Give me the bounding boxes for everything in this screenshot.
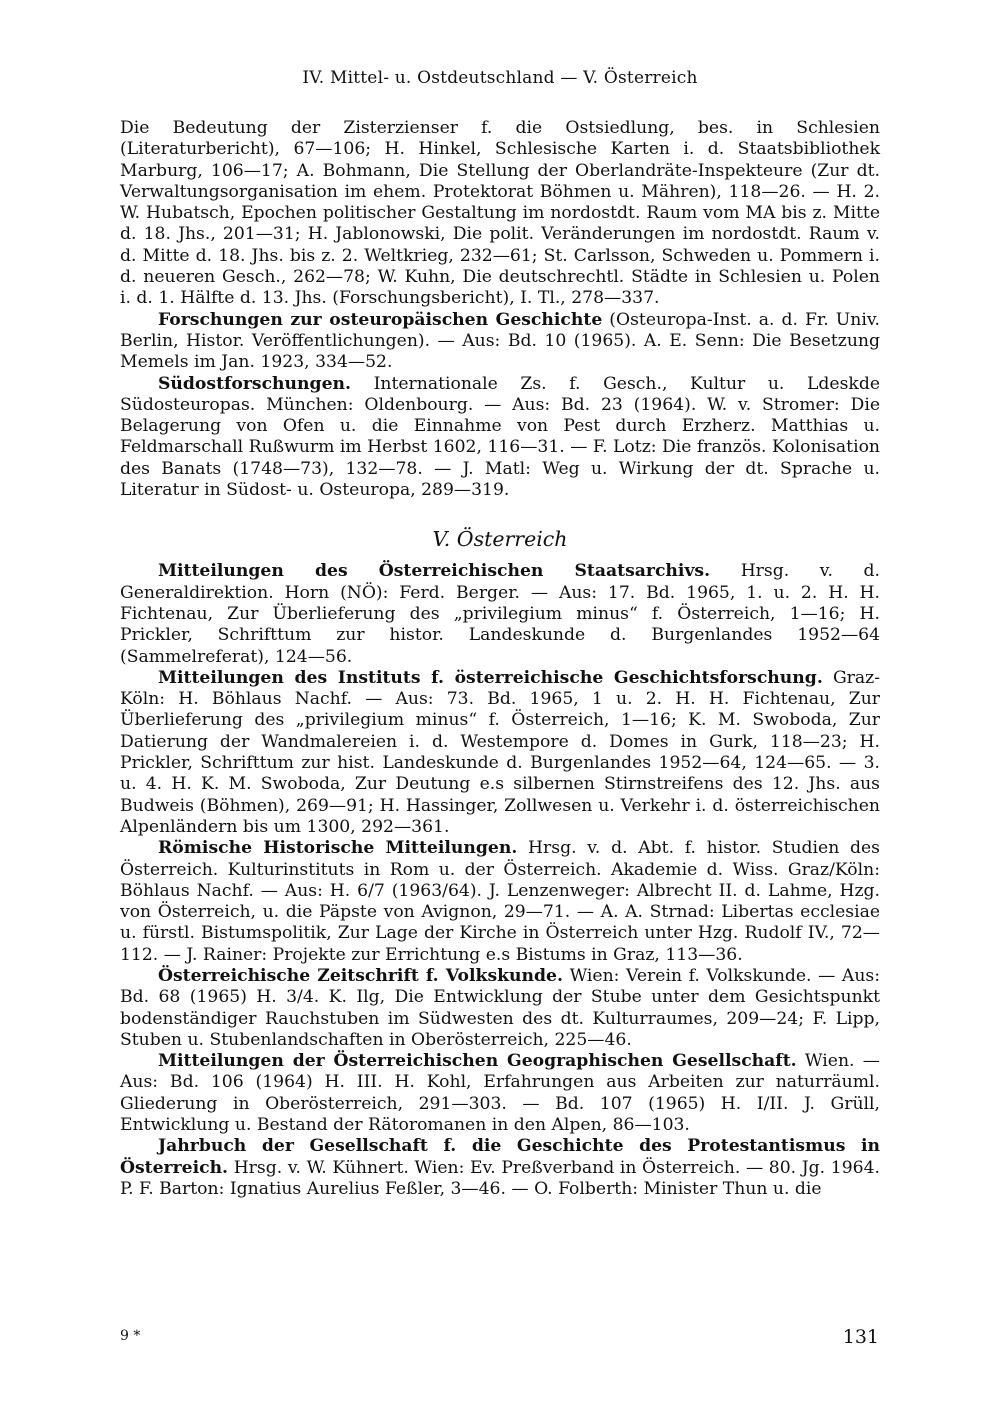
body-text	[120, 118, 880, 1200]
bibliography-entry	[120, 966, 880, 1051]
bibliography-entry	[120, 838, 880, 966]
journal-title: Österreichische Zeitschrift f. Volkskunde.	[158, 965, 563, 986]
entry-text: Hrsg. v. W. Kühnert. Wien: Ev. Preßverband in Österreich. — 80. Jg. 1964. P. F. Barton: Ignatius Aurelius Feßler, 3—46. — O. Folberth: Minister Thun u. die	[120, 1157, 880, 1199]
entry-text: Graz-Köln: H. Böhlaus Nachf. — Aus: 73. Bd. 1965, 1 u. 2. H. H. Fichtenau, Zur Überlieferung des „privilegium minus“ f. Österreich, 1—16; K. M. Swoboda, Zur Datierung der Wandmalereien i. d. Westempore d. Domes in Gurk, 118—23; H. Prickler, Schrifttum zur hist. Landeskunde d. Burgenlandes 1952—64, 124—65. — 3. u. 4. H. K. M. Swoboda, Zur Deutung e.s silbernen Stirnstreifens des 12. Jhs. aus Budweis (Böhmen), 269—91; H. Hassinger, Zollwesen u. Verkehr i. d. österreichischen Alpenländern bis um 1300, 292—361.	[120, 667, 880, 837]
journal-title: Römische Historische Mitteilungen.	[158, 838, 518, 859]
journal-title: Mitteilungen der Österreichischen Geographischen Gesellschaft.	[158, 1051, 797, 1072]
journal-title: Forschungen zur osteuropäischen Geschichte	[158, 309, 603, 330]
journal-title: Mitteilungen des Österreichischen Staatsarchivs.	[158, 561, 711, 582]
entry-text: Internationale Zs. f. Gesch., Kultur u. Ldeskde Südosteuropas. München: Oldenbourg. — Aus: Bd. 23 (1964). W. v. Stromer: Die Belagerung von Ofen u. die Einnahme von Pest durch Erzherz. Matthias u. Feldmarschall Rußwurm im Herbst 1602, 116—31. — F. Lotz: Die französ. Kolonisation des Banats (1748—73), 132—78. — J. Matl: Weg u. Wirkung der dt. Sprache u. Literatur in Südost- u. Osteuropa, 289—319.	[120, 373, 880, 501]
entry-text: Wien. — Aus: Bd. 106 (1964) H. III. H. Kohl, Erfahrungen aus Arbeiten zur naturräuml. Gliederung in Oberösterreich, 291—303. — Bd. 107 (1965) H. I/II. J. Grüll, Entwicklung u. Bestand der Rätoromanen in den Alpen, 86—103.	[120, 1051, 880, 1136]
entry-text: Wien: Verein f. Volkskunde. — Aus: Bd. 68 (1965) H. 3/4. K. Ilg, Die Entwicklung der Stube unter dem Gesichtspunkt bodenständiger Rauchstuben im Südwesten des dt. Kulturraumes, 209—24; F. Lipp, Stuben u. Stubenlandschaften in Oberösterreich, 225—46.	[120, 965, 880, 1050]
bibliography-entry	[120, 310, 880, 374]
running-head: IV. Mittel- u. Ostdeutschland — V. Österreich	[302, 68, 698, 88]
journal-title: Südostforschungen.	[158, 373, 351, 394]
signature-mark: 9 *	[120, 1328, 141, 1344]
journal-title: Jahrbuch der Gesellschaft f. die Geschichte des Protestantismus in Österreich.	[120, 1136, 880, 1178]
journal-title: Mitteilungen des Instituts f. österreichische Geschichtsforschung.	[158, 667, 823, 688]
bibliography-entry	[120, 374, 880, 502]
bibliography-entry	[120, 668, 880, 838]
bibliography-entry	[120, 561, 880, 667]
entry-text: Die Bedeutung der Zisterzienser f. die Ostsiedlung, bes. in Schlesien (Literaturbericht), 67—106; H. Hinkel, Schlesische Karten i. d. Staatsbibliothek Marburg, 106—17; A. Bohmann, Die Stellung der Oberlandräte-Inspekteure (Zur dt. Verwaltungsorganisation im ehem. Protektorat Böhmen u. Mähren), 118—26. — H. 2. W. Hubatsch, Epochen politischer Gestaltung im nordostdt. Raum vom MA bis z. Mitte d. 18. Jhs., 201—31; H. Jablonowski, Die polit. Veränderungen im nordostdt. Raum v. d. Mitte d. 18. Jhs. bis z. 2. Weltkrieg, 232—61; St. Carlsson, Schweden u. Pommern i. d. neueren Gesch., 262—78; W. Kuhn, Die deutschrechtl. Städte in Schlesien u. Polen i. d. 1. Hälfte d. 13. Jhs. (Forschungsbericht), I. Tl., 278—337.	[120, 118, 880, 309]
bibliography-entry	[120, 118, 880, 310]
entry-text: (Osteuropa-Inst. a. d. Fr. Univ. Berlin, Histor. Veröffentlichungen). — Aus: Bd. 10 (1965). A. E. Senn: Die Besetzung Memels im Jan. 1923, 334—52.	[120, 309, 880, 373]
bibliography-entry	[120, 1136, 880, 1200]
entry-text: Hrsg. v. d. Abt. f. histor. Studien des Österreich. Kulturinstituts in Rom u. der Österreich. Akademie d. Wiss. Graz/Köln: Böhlaus Nachf. — Aus: H. 6/7 (1963/64). J. Lenzenweger: Albrecht II. d. Lahme, Hzg. von Österreich, u. die Päpste von Avignon, 29—71. — A. A. Strnad: Libertas ecclesiae u. fürstl. Bistumspolitik, Zur Lage der Kirche in Österreich unter Hzg. Rudolf IV., 72—112. — J. Rainer: Projekte zur Errichtung e.s Bistums in Graz, 113—36.	[120, 838, 880, 965]
section-heading: V. Österreich	[432, 527, 568, 552]
entry-text: Hrsg. v. d. Generaldirektion. Horn (NÖ): Ferd. Berger. — Aus: 17. Bd. 1965, 1. u. 2. H. H. Fichtenau, Zur Überlieferung des „privilegium minus“ f. Österreich, 1—16; H. Prickler, Schrifttum zur histor. Landeskunde d. Burgenlandes 1952—64 (Sammelreferat), 124—56.	[120, 561, 880, 667]
page-number: 131	[842, 1326, 879, 1348]
bibliography-entry	[120, 1051, 880, 1136]
